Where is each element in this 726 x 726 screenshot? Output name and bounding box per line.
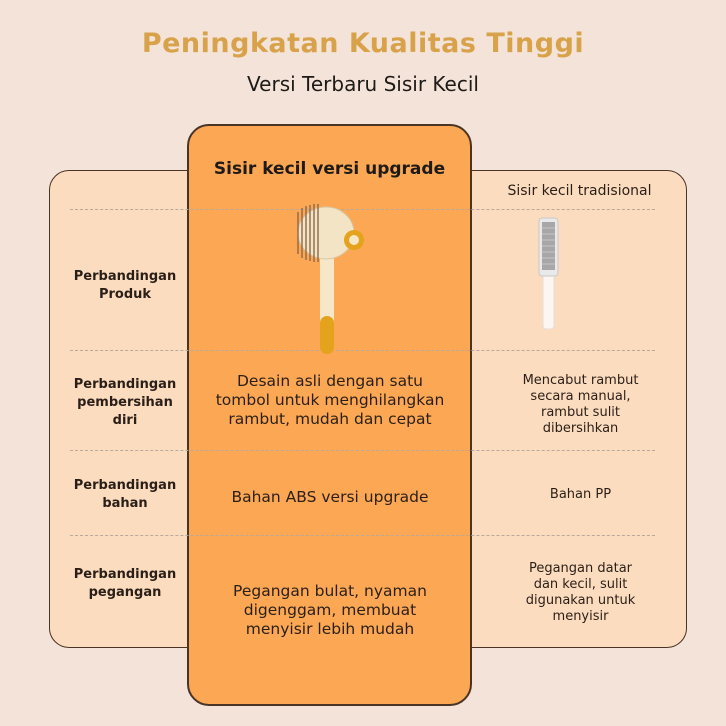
row-divider [70, 450, 655, 451]
self-cleaning-brush-image [290, 198, 380, 360]
row-label-material: Perbandingan bahan [73, 478, 177, 511]
traditional-self-cleaning-text: Mencabut rambut secara manual, rambut sulit dibersihkan [522, 373, 639, 436]
upgrade-column-header: Sisir kecil versi upgrade [213, 159, 446, 179]
traditional-comb-image [532, 214, 568, 332]
upgrade-self-cleaning-text: Desain asli dengan satu tombol untuk menghilangkan rambut, mudah dan cepat [215, 372, 445, 428]
row-label-self-cleaning: Perbandingan pembersihan diri [73, 377, 177, 428]
row-label-product: Perbandingan Produk [73, 269, 177, 302]
traditional-material-text: Bahan PP [549, 487, 612, 502]
page-title: Peningkatan Kualitas Tinggi [141, 28, 585, 59]
row-label-handle: Perbandingan pegangan [73, 567, 177, 600]
upgrade-material-text: Bahan ABS versi upgrade [231, 488, 429, 506]
row-divider [70, 535, 655, 536]
upgrade-handle-text: Pegangan bulat, nyaman digenggam, membuat menyisir lebih mudah [233, 582, 427, 638]
page-subtitle: Versi Terbaru Sisir Kecil [247, 72, 479, 96]
traditional-column-header: Sisir kecil tradisional [507, 183, 652, 199]
traditional-handle-text: Pegangan datar dan kecil, sulit digunakan untuk menyisir [525, 561, 636, 624]
